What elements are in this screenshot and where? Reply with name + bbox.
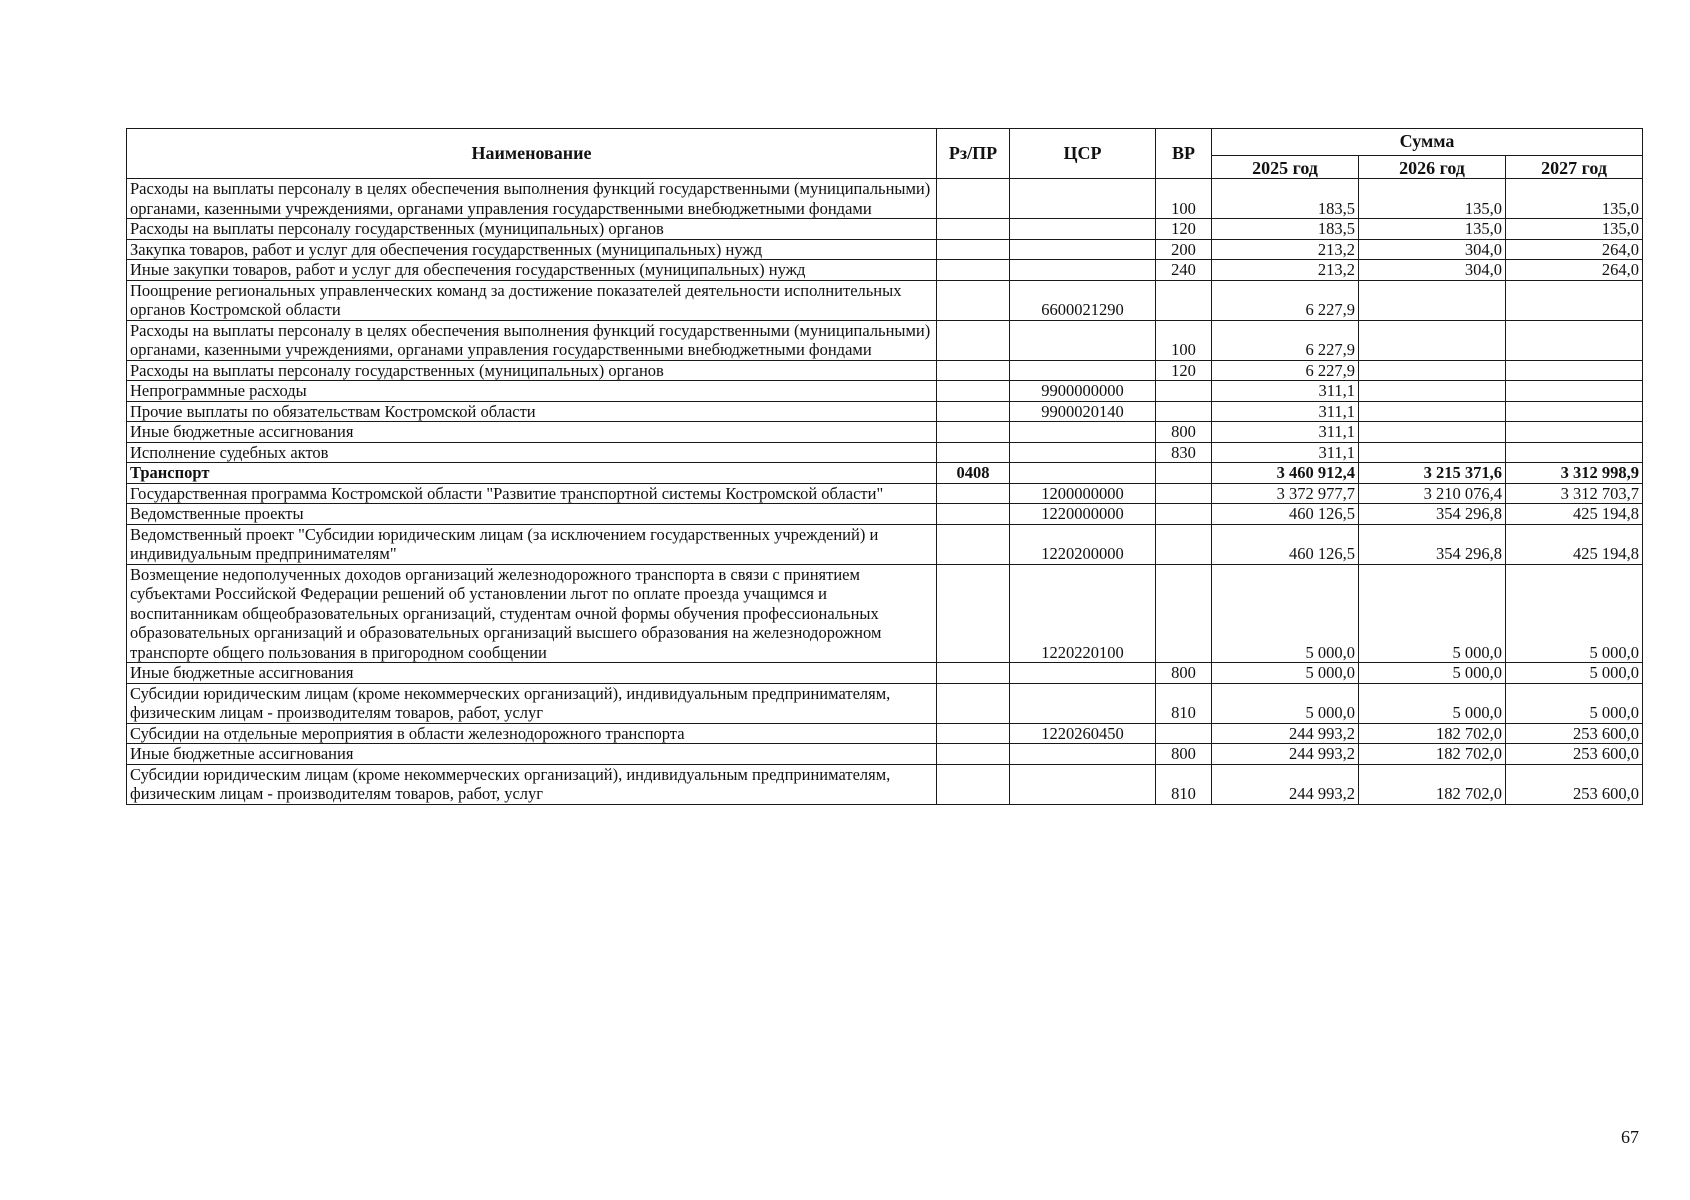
cell-vr: 120: [1156, 219, 1212, 240]
cell-2027: 5 000,0: [1506, 683, 1643, 723]
cell-2027: [1506, 320, 1643, 360]
cell-rzpr: [937, 524, 1010, 564]
header-vr: ВР: [1156, 129, 1212, 179]
cell-2027: 253 600,0: [1506, 764, 1643, 804]
cell-2026: 3 210 076,4: [1359, 483, 1506, 504]
cell-2025: 311,1: [1212, 422, 1359, 443]
budget-table: [126, 128, 1643, 805]
cell-2025: 6 227,9: [1212, 320, 1359, 360]
cell-2027: 5 000,0: [1506, 564, 1643, 663]
cell-2025: 183,5: [1212, 219, 1359, 240]
cell-vr: 100: [1156, 179, 1212, 219]
cell-rzpr: [937, 683, 1010, 723]
table-row: [127, 442, 1643, 463]
cell-2026: [1359, 401, 1506, 422]
cell-rzpr: [937, 564, 1010, 663]
cell-2026: [1359, 320, 1506, 360]
table-row: [127, 381, 1643, 402]
table-row: [127, 239, 1643, 260]
cell-2027: 253 600,0: [1506, 723, 1643, 744]
cell-csr: [1010, 764, 1156, 804]
cell-csr: [1010, 463, 1156, 484]
cell-rzpr: [937, 663, 1010, 684]
cell-2025: 3 460 912,4: [1212, 463, 1359, 484]
cell-2025: 311,1: [1212, 442, 1359, 463]
cell-2027: [1506, 280, 1643, 320]
cell-rzpr: [937, 219, 1010, 240]
cell-2025: 213,2: [1212, 260, 1359, 281]
cell-name: Прочие выплаты по обязательствам Костромской области: [127, 401, 937, 422]
cell-name: Государственная программа Костромской области "Развитие транспортной системы Костромской области": [127, 483, 937, 504]
cell-2026: 354 296,8: [1359, 524, 1506, 564]
cell-rzpr: [937, 744, 1010, 765]
cell-csr: [1010, 744, 1156, 765]
table-row: [127, 260, 1643, 281]
cell-2025: 6 227,9: [1212, 280, 1359, 320]
cell-2025: 183,5: [1212, 179, 1359, 219]
header-year-2025: 2025 год: [1212, 156, 1359, 179]
cell-2026: 3 215 371,6: [1359, 463, 1506, 484]
cell-vr: 810: [1156, 683, 1212, 723]
cell-2026: 135,0: [1359, 179, 1506, 219]
cell-csr: 1200000000: [1010, 483, 1156, 504]
table-row: [127, 483, 1643, 504]
header-sum: Сумма: [1212, 129, 1643, 156]
cell-2026: [1359, 280, 1506, 320]
cell-csr: 6600021290: [1010, 280, 1156, 320]
table-row: [127, 422, 1643, 443]
cell-csr: 1220200000: [1010, 524, 1156, 564]
cell-2027: 264,0: [1506, 239, 1643, 260]
cell-rzpr: [937, 280, 1010, 320]
cell-csr: 1220000000: [1010, 504, 1156, 525]
cell-2026: 5 000,0: [1359, 663, 1506, 684]
cell-rzpr: [937, 504, 1010, 525]
table-row: [127, 764, 1643, 804]
header-csr: ЦСР: [1010, 129, 1156, 179]
cell-2026: 304,0: [1359, 260, 1506, 281]
cell-2026: [1359, 381, 1506, 402]
cell-rzpr: [937, 179, 1010, 219]
cell-vr: 100: [1156, 320, 1212, 360]
cell-vr: 800: [1156, 744, 1212, 765]
cell-vr: [1156, 723, 1212, 744]
cell-2026: 5 000,0: [1359, 683, 1506, 723]
table-row: [127, 504, 1643, 525]
cell-name: Субсидии на отдельные мероприятия в области железнодорожного транспорта: [127, 723, 937, 744]
cell-2027: [1506, 422, 1643, 443]
cell-2027: 253 600,0: [1506, 744, 1643, 765]
cell-vr: 830: [1156, 442, 1212, 463]
cell-2025: 6 227,9: [1212, 360, 1359, 381]
cell-2026: [1359, 360, 1506, 381]
page-number: 67: [1621, 1127, 1639, 1147]
cell-2027: [1506, 360, 1643, 381]
cell-2025: 3 372 977,7: [1212, 483, 1359, 504]
cell-name: Расходы на выплаты персоналу государственных (муниципальных) органов: [127, 219, 937, 240]
cell-name: Субсидии юридическим лицам (кроме некоммерческих организаций), индивидуальным предпринимателям, физическим лицам - производителям товаров, работ, услуг: [127, 764, 937, 804]
cell-csr: [1010, 320, 1156, 360]
cell-name: Иные бюджетные ассигнования: [127, 422, 937, 443]
cell-vr: 800: [1156, 663, 1212, 684]
cell-name: Расходы на выплаты персоналу в целях обеспечения выполнения функций государственными (муниципальными) органами, казенными учреждениями, органами управления государственными внебюджетными фондами: [127, 179, 937, 219]
cell-csr: [1010, 239, 1156, 260]
cell-name: Расходы на выплаты персоналу государственных (муниципальных) органов: [127, 360, 937, 381]
cell-rzpr: [937, 764, 1010, 804]
table-row: [127, 219, 1643, 240]
table-row: [127, 744, 1643, 765]
cell-csr: [1010, 422, 1156, 443]
cell-rzpr: 0408: [937, 463, 1010, 484]
cell-vr: [1156, 463, 1212, 484]
cell-name: Иные бюджетные ассигнования: [127, 744, 937, 765]
cell-name: Ведомственный проект "Субсидии юридическим лицам (за исключением государственных учреждений) и индивидуальным предпринимателям": [127, 524, 937, 564]
cell-2027: 425 194,8: [1506, 504, 1643, 525]
cell-2027: [1506, 442, 1643, 463]
cell-2027: [1506, 401, 1643, 422]
cell-vr: 810: [1156, 764, 1212, 804]
cell-2026: [1359, 422, 1506, 443]
cell-csr: [1010, 179, 1156, 219]
cell-name: Исполнение судебных актов: [127, 442, 937, 463]
cell-rzpr: [937, 422, 1010, 443]
cell-2027: 3 312 998,9: [1506, 463, 1643, 484]
cell-2026: 182 702,0: [1359, 723, 1506, 744]
cell-2025: 5 000,0: [1212, 683, 1359, 723]
cell-vr: 200: [1156, 239, 1212, 260]
cell-rzpr: [937, 239, 1010, 260]
cell-2025: 244 993,2: [1212, 764, 1359, 804]
cell-name: Иные бюджетные ассигнования: [127, 663, 937, 684]
cell-vr: 800: [1156, 422, 1212, 443]
cell-name: Иные закупки товаров, работ и услуг для обеспечения государственных (муниципальных) нужд: [127, 260, 937, 281]
cell-2025: 213,2: [1212, 239, 1359, 260]
cell-2026: 182 702,0: [1359, 744, 1506, 765]
cell-2027: 5 000,0: [1506, 663, 1643, 684]
cell-vr: [1156, 401, 1212, 422]
cell-2026: 354 296,8: [1359, 504, 1506, 525]
table-row: [127, 663, 1643, 684]
cell-csr: [1010, 683, 1156, 723]
cell-rzpr: [937, 360, 1010, 381]
cell-vr: [1156, 524, 1212, 564]
header-rzpr: Рз/ПР: [937, 129, 1010, 179]
cell-vr: 240: [1156, 260, 1212, 281]
cell-csr: 9900000000: [1010, 381, 1156, 402]
cell-2027: 3 312 703,7: [1506, 483, 1643, 504]
table-body: [127, 179, 1643, 805]
cell-csr: [1010, 260, 1156, 281]
cell-2027: 135,0: [1506, 219, 1643, 240]
cell-name: Транспорт: [127, 463, 937, 484]
cell-2026: [1359, 442, 1506, 463]
header-name: Наименование: [127, 129, 937, 179]
cell-2027: 425 194,8: [1506, 524, 1643, 564]
cell-2026: 5 000,0: [1359, 564, 1506, 663]
cell-2026: 304,0: [1359, 239, 1506, 260]
cell-2025: 244 993,2: [1212, 723, 1359, 744]
cell-2025: 5 000,0: [1212, 663, 1359, 684]
cell-vr: 120: [1156, 360, 1212, 381]
table-row: [127, 524, 1643, 564]
cell-csr: 9900020140: [1010, 401, 1156, 422]
table-row: [127, 360, 1643, 381]
cell-vr: [1156, 280, 1212, 320]
cell-rzpr: [937, 260, 1010, 281]
cell-csr: [1010, 442, 1156, 463]
cell-csr: 1220260450: [1010, 723, 1156, 744]
cell-name: Субсидии юридическим лицам (кроме некоммерческих организаций), индивидуальным предпринимателям, физическим лицам - производителям товаров, работ, услуг: [127, 683, 937, 723]
table-row: [127, 564, 1643, 663]
cell-name: Поощрение региональных управленческих команд за достижение показателей деятельности исполнительных органов Костромской области: [127, 280, 937, 320]
header-year-2027: 2027 год: [1506, 156, 1643, 179]
cell-name: Возмещение недополученных доходов организаций железнодорожного транспорта в связи с принятием субъектами Российской Федерации решений об установлении льгот по оплате проезда учащимся и воспитанникам общеобразовательных организаций, студентам очной формы обучения профессиональных образовательных организаций и образовательных организаций высшего образования на железнодорожном транспорте общего пользования в пригородном сообщении: [127, 564, 937, 663]
cell-2026: 182 702,0: [1359, 764, 1506, 804]
table-row: [127, 683, 1643, 723]
table-row: [127, 723, 1643, 744]
cell-csr: 1220220100: [1010, 564, 1156, 663]
table-row: [127, 179, 1643, 219]
cell-2027: 264,0: [1506, 260, 1643, 281]
cell-vr: [1156, 483, 1212, 504]
cell-vr: [1156, 381, 1212, 402]
cell-rzpr: [937, 442, 1010, 463]
cell-2025: 311,1: [1212, 381, 1359, 402]
cell-vr: [1156, 504, 1212, 525]
cell-rzpr: [937, 483, 1010, 504]
cell-2025: 460 126,5: [1212, 524, 1359, 564]
cell-2027: 135,0: [1506, 179, 1643, 219]
cell-2026: 135,0: [1359, 219, 1506, 240]
table-row: [127, 320, 1643, 360]
cell-2025: 244 993,2: [1212, 744, 1359, 765]
table-header: [127, 129, 1643, 179]
cell-csr: [1010, 360, 1156, 381]
cell-name: Расходы на выплаты персоналу в целях обеспечения выполнения функций государственными (муниципальными) органами, казенными учреждениями, органами управления государственными внебюджетными фондами: [127, 320, 937, 360]
cell-name: Ведомственные проекты: [127, 504, 937, 525]
table-row: [127, 401, 1643, 422]
table-row: [127, 463, 1643, 484]
cell-2027: [1506, 381, 1643, 402]
cell-rzpr: [937, 401, 1010, 422]
cell-csr: [1010, 663, 1156, 684]
cell-rzpr: [937, 381, 1010, 402]
cell-rzpr: [937, 723, 1010, 744]
cell-2025: 311,1: [1212, 401, 1359, 422]
cell-rzpr: [937, 320, 1010, 360]
header-year-2026: 2026 год: [1359, 156, 1506, 179]
cell-name: Закупка товаров, работ и услуг для обеспечения государственных (муниципальных) нужд: [127, 239, 937, 260]
cell-vr: [1156, 564, 1212, 663]
cell-2025: 460 126,5: [1212, 504, 1359, 525]
cell-name: Непрограммные расходы: [127, 381, 937, 402]
cell-csr: [1010, 219, 1156, 240]
cell-2025: 5 000,0: [1212, 564, 1359, 663]
table-row: [127, 280, 1643, 320]
